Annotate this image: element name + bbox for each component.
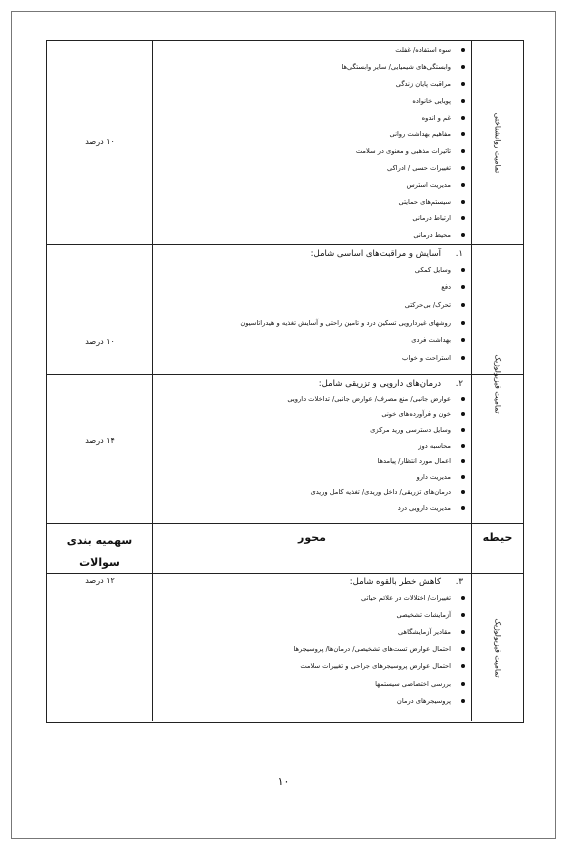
list-item (157, 500, 465, 516)
list-item-text: بررسی اختصاصی سیستمها (375, 679, 451, 688)
list-item (157, 76, 465, 93)
list-item (157, 675, 465, 692)
area-label: تمامیت فیزیولوژیک (493, 354, 502, 414)
topic-heading (157, 575, 465, 589)
list-item-text: استراحت و خواب (402, 353, 451, 362)
bullet-icon (461, 116, 465, 120)
list-item-text: سوء استفاده/ غفلت (395, 46, 451, 55)
list-item-text: محاسبه دوز (418, 441, 451, 450)
page-number: ۱۰ (277, 775, 290, 788)
bullet-icon (461, 200, 465, 204)
list-item-text: مفاهیم بهداشت روانی (389, 130, 451, 139)
list-item (157, 422, 465, 438)
header-topic: محور (298, 531, 326, 544)
list-item (157, 623, 465, 640)
list-item-text: وابستگی‌های شیمیایی/ سایر وابستگی‌ها (341, 63, 451, 72)
bullet-icon (461, 459, 465, 463)
heading-number: ۳. (455, 577, 463, 587)
area-label: تمامیت فیزیولوژیک (493, 617, 502, 678)
topic-cell (153, 574, 472, 721)
share-cell (47, 41, 153, 244)
list-item-text: دفع (441, 283, 451, 292)
list-item (157, 126, 465, 143)
content-table-lower (46, 574, 524, 723)
list-item-text: مراقبت پایان زندگی (395, 79, 451, 88)
bullet-icon (461, 303, 465, 307)
heading-number: ۱. (455, 249, 463, 259)
bullet-icon (461, 664, 465, 668)
list-item-text: پروسیجرهای درمان (396, 696, 451, 705)
list-item-text: مدیریت دارویی درد (397, 503, 451, 512)
share-value: ۱۴ درصد (85, 436, 115, 445)
list-item (157, 109, 465, 126)
bullet-icon (461, 183, 465, 187)
list-item-text: پویایی خانواده (412, 96, 451, 105)
bullet-icon (461, 490, 465, 494)
list-item-text: تاثیرات مذهبی و معنوی در سلامت (355, 147, 451, 156)
list-item (157, 314, 465, 332)
share-value: ۱۰ درصد (85, 337, 115, 346)
bullet-icon (461, 475, 465, 479)
list-item (157, 92, 465, 109)
header-area: حیطه (482, 531, 513, 544)
header-topic-cell (153, 524, 472, 576)
heading-text: کاهش خطر بالقوه شامل: (349, 577, 441, 587)
list-item-text: روشهای غیردارویی تسکین درد و تامین راحتی و آسایش تغذیه و هیدراتاسیون (240, 318, 451, 327)
header-share: سهمیه بندی سوالات (66, 534, 133, 569)
bullet-icon (461, 82, 465, 86)
list-item (157, 331, 465, 349)
list-item (157, 469, 465, 485)
list-item (157, 438, 465, 454)
list-item-text: ارتباط درمانی (412, 214, 451, 223)
header-share-cell (47, 524, 153, 576)
bullet-icon (461, 285, 465, 289)
bullet-icon (461, 338, 465, 342)
topic-cell (153, 245, 472, 375)
list-item-text: درمان‌های تزریقی/ داخل وریدی/ تغذیه کامل وریدی (310, 488, 451, 497)
list-item-text: محیط درمانی (413, 231, 451, 240)
list-item (157, 391, 465, 407)
list-item (157, 658, 465, 675)
bullet-icon (461, 149, 465, 153)
list-item (157, 485, 465, 501)
header-area-cell (472, 524, 523, 576)
list-item-text: آزمایشات تشخیصی (396, 610, 451, 619)
bullet-icon (461, 65, 465, 69)
header-row (47, 523, 523, 576)
list-item-text: تغییرات/ اختلالات در علائم حیاتی (361, 593, 451, 602)
list-item (157, 261, 465, 279)
area-cell (472, 574, 523, 721)
list-item-text: وسایل دسترسی ورید مرکزی (370, 425, 451, 434)
table-row (47, 374, 523, 524)
bullet-icon (461, 412, 465, 416)
list-item-text: خون و فرآورده‌های خونی (381, 410, 451, 419)
topic-list (157, 589, 465, 709)
list-item (157, 453, 465, 469)
table-row (47, 244, 523, 375)
list-item (157, 176, 465, 193)
topic-heading (157, 247, 465, 261)
bullet-icon (461, 613, 465, 617)
bullet-icon (461, 397, 465, 401)
list-item (157, 692, 465, 709)
list-item (157, 143, 465, 160)
share-cell (47, 245, 153, 375)
list-item (157, 193, 465, 210)
list-item (157, 641, 465, 658)
list-item-text: مدیریت دارو (416, 472, 451, 481)
bullet-icon (461, 132, 465, 136)
list-item (157, 589, 465, 606)
list-item-text: تغییرات حسی / ادراکی (387, 163, 451, 172)
list-item (157, 407, 465, 423)
bullet-icon (461, 444, 465, 448)
list-item-text: احتمال عوارض پروسیجرهای جراحی و تغییرات سلامت (300, 662, 451, 671)
list-item-text: مدیریت استرس (406, 180, 451, 189)
list-item (157, 349, 465, 367)
table-row (47, 574, 523, 721)
topic-list (157, 391, 465, 516)
list-item (157, 606, 465, 623)
heading-text: آسایش و مراقبت‌های اساسی شامل: (310, 249, 441, 259)
list-item (157, 42, 465, 59)
bullet-icon (461, 428, 465, 432)
share-value: ۱۲ درصد (85, 576, 115, 585)
list-item-text: وسایل کمکی (414, 265, 451, 274)
topic-list (157, 42, 465, 244)
list-item (157, 160, 465, 177)
topic-heading (157, 377, 465, 391)
topic-cell (153, 41, 472, 244)
bullet-icon (461, 647, 465, 651)
bullet-icon (461, 48, 465, 52)
list-item-text: احتمال عوارض تست‌های تشخیصی/ درمان‌ها/ پروسیجرها (293, 645, 451, 654)
heading-text: درمان‌های دارویی و تزریقی شامل: (318, 379, 441, 389)
bullet-icon (461, 506, 465, 510)
list-item (157, 279, 465, 297)
list-item-text: تحرک/ بی‌حرکتی (404, 300, 451, 309)
bullet-icon (461, 233, 465, 237)
bullet-icon (461, 216, 465, 220)
list-item-text: مقادیر آزمایشگاهی (397, 627, 451, 636)
area-label: تمامیت روانشناختی (493, 112, 502, 173)
list-item-text: اعمال مورد انتظار/ پیامدها (377, 457, 451, 466)
bullet-icon (461, 166, 465, 170)
content-table (46, 40, 524, 574)
topic-cell (153, 375, 472, 524)
share-cell (47, 574, 153, 721)
bullet-icon (461, 356, 465, 360)
list-item-text: عوارض جانبی/ منع مصرف/ عوارض جانبی/ تداخلات دارویی (287, 394, 451, 403)
list-item-text: سیستم‌های حمایتی (398, 197, 451, 206)
bullet-icon (461, 268, 465, 272)
list-item-text: غم و اندوه (421, 113, 451, 122)
area-cell (472, 41, 523, 244)
bullet-icon (461, 99, 465, 103)
bullet-icon (461, 321, 465, 325)
list-item-text: بهداشت فردی (411, 336, 451, 345)
heading-number: ۲. (455, 379, 463, 389)
bullet-icon (461, 682, 465, 686)
list-item (157, 59, 465, 76)
area-cell-merged (472, 244, 523, 523)
share-cell (47, 375, 153, 524)
list-item (157, 296, 465, 314)
table-row (47, 41, 523, 244)
bullet-icon (461, 630, 465, 634)
bullet-icon (461, 596, 465, 600)
list-item (157, 227, 465, 244)
share-value: ۱۰ درصد (85, 137, 115, 146)
list-item (157, 210, 465, 227)
topic-list (157, 261, 465, 367)
bullet-icon (461, 699, 465, 703)
